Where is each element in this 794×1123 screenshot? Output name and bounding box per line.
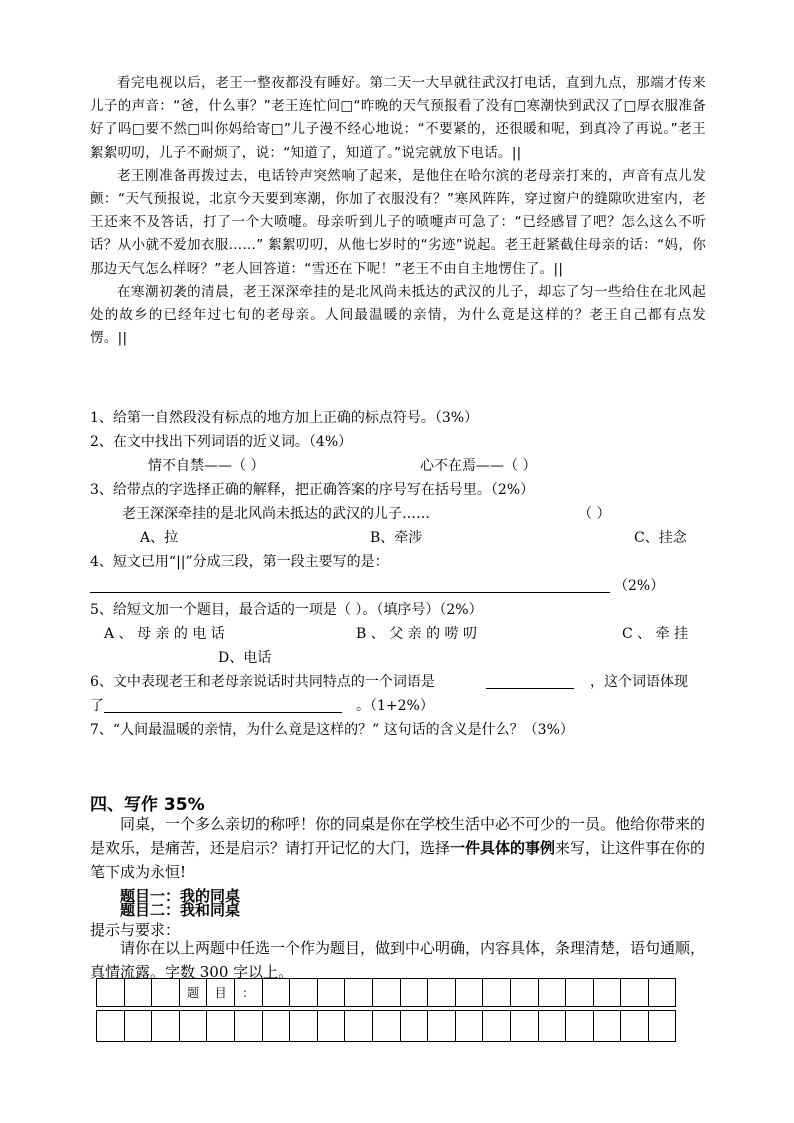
writing-intro-text-1: 同桌，一个多么亲切的称呼！你的同桌是你在学校生活中必不可少的一员。他给你带来的是欢乐，是痛苦，还是启示？请打开记忆的大门，选择 bbox=[90, 815, 706, 857]
grid-cell[interactable] bbox=[455, 1011, 483, 1042]
grid-cell[interactable] bbox=[152, 1011, 180, 1042]
passage-paragraph-1: 看完电视以后，老王一整夜都没有睡好。第二天一大早就往武汉打电话，直到九点，那端才传来儿子的声音：“爸，什么事？”老王连忙问□“昨晚的天气预报看了没有□寒潮快到武汉了□厚衣服准备好了吗□要不然□叫你妈给寄□”儿子漫不经心地说：“不要紧的，还很暖和呢，到真冷了再说。”老王絮絮叨叨，儿子不耐烦了，说：“知道了，知道了。”说完就放下电话。|| bbox=[90, 75, 706, 161]
question-6-blank-1 bbox=[486, 688, 574, 689]
grid-row-writing bbox=[97, 1011, 676, 1042]
grid-cell[interactable] bbox=[621, 1011, 649, 1042]
grid-cell[interactable] bbox=[97, 1011, 125, 1042]
question-3: 3、给带点的字选择正确的解释，把正确答案的序号写在括号里。（2%） bbox=[90, 482, 535, 498]
grid-cell[interactable] bbox=[234, 1011, 262, 1042]
grid-cell[interactable] bbox=[593, 979, 621, 1007]
grid-cell[interactable] bbox=[483, 979, 511, 1007]
writing-requirements-text: 请你在以上两题中任选一个作为题目，做到中心明确，内容具体，条理清楚，语句通顺，真情流露。字数 300 字以上。 bbox=[90, 939, 706, 981]
question-3-option-c: C、挂念 bbox=[634, 530, 687, 546]
grid-cell[interactable] bbox=[538, 979, 566, 1007]
writing-requirements bbox=[90, 936, 708, 984]
question-6-part-3: 了 bbox=[90, 698, 104, 714]
question-6-part-1: 6、文中表现老王和老母亲说话时共同特点的一个词语是 bbox=[90, 674, 435, 690]
grid-cell[interactable] bbox=[152, 979, 180, 1007]
writing-intro bbox=[90, 812, 708, 884]
reading-passage bbox=[90, 72, 706, 350]
passage-paragraph-3: 在寒潮初袭的清晨，老王深深牵挂的是北风尚未抵达的武汉的儿子，却忘了匀一些给住在北风起处的故乡的已经年过七旬的老母亲。人间最温暖的亲情，为什么竟是这样的？老王自己都有点发愣。|| bbox=[90, 283, 706, 347]
grid-cell[interactable] bbox=[317, 979, 345, 1007]
grid-cell[interactable] bbox=[648, 1011, 676, 1042]
question-2-item-b: 心不在焉——（ ） bbox=[420, 458, 537, 474]
grid-cell[interactable] bbox=[372, 1011, 400, 1042]
grid-cell[interactable] bbox=[400, 979, 428, 1007]
grid-cell[interactable] bbox=[345, 979, 373, 1007]
question-5-option-b: B 、 父 亲 的 唠 叨 bbox=[356, 626, 477, 642]
grid-cell[interactable] bbox=[262, 1011, 290, 1042]
question-3-answer-paren: （ ） bbox=[578, 506, 611, 522]
question-4: 4、短文已用“||”分成三段，第一段主要写的是： bbox=[90, 554, 389, 570]
question-1: 1、给第一自然段没有标点的地方加上正确的标点符号。（3%） bbox=[90, 410, 479, 426]
question-6-blank-2 bbox=[104, 712, 342, 713]
grid-cell[interactable] bbox=[97, 979, 125, 1007]
grid-cell[interactable] bbox=[207, 1011, 235, 1042]
grid-cell[interactable] bbox=[648, 979, 676, 1007]
grid-cell[interactable] bbox=[124, 1011, 152, 1042]
grid-cell[interactable] bbox=[290, 979, 318, 1007]
grid-cell[interactable] bbox=[317, 1011, 345, 1042]
grid-cell[interactable] bbox=[510, 979, 538, 1007]
grid-cell[interactable] bbox=[179, 1011, 207, 1042]
grid-cell-title-label-2: 目 bbox=[207, 979, 235, 1007]
grid-cell[interactable] bbox=[372, 979, 400, 1007]
grid-cell[interactable] bbox=[593, 1011, 621, 1042]
writing-intro-emphasis: 一件具体的事例 bbox=[450, 839, 556, 857]
writing-hint-label: 提示与要求： bbox=[90, 921, 181, 939]
grid-cell[interactable] bbox=[566, 979, 594, 1007]
grid-cell[interactable] bbox=[538, 1011, 566, 1042]
writing-topic-2: 题目二：我和同桌 bbox=[120, 901, 241, 919]
question-3-option-a: A、拉 bbox=[140, 530, 179, 546]
question-5: 5、给短文加一个题目，最合适的一项是（ ）。（填序号）（2%） bbox=[90, 602, 483, 618]
grid-row-title bbox=[97, 979, 676, 1007]
grid-cell[interactable] bbox=[400, 1011, 428, 1042]
writing-section-title: 四、写作 35% bbox=[90, 795, 205, 815]
question-5-option-d: D、电话 bbox=[218, 650, 272, 666]
question-6-part-2: ，这个词语体现 bbox=[590, 674, 688, 690]
question-5-option-a: A 、 母 亲 的 电 话 bbox=[104, 626, 225, 642]
question-4-answer-line bbox=[90, 592, 610, 593]
question-7: 7、“人间最温暖的亲情，为什么竟是这样的？” 这句话的含义是什么？（3%） bbox=[90, 722, 574, 738]
question-3-stem: 老王深深牵挂的是北风尚未抵达的武汉的儿子…… bbox=[122, 506, 430, 522]
grid-cell[interactable] bbox=[566, 1011, 594, 1042]
grid-cell[interactable] bbox=[621, 979, 649, 1007]
grid-cell[interactable] bbox=[455, 979, 483, 1007]
grid-cell[interactable] bbox=[124, 979, 152, 1007]
question-2-item-a: 情不自禁——（ ） bbox=[148, 458, 265, 474]
grid-cell[interactable] bbox=[428, 979, 456, 1007]
grid-cell[interactable] bbox=[483, 1011, 511, 1042]
question-2: 2、在文中找出下列词语的近义词。（4%） bbox=[90, 434, 353, 450]
question-3-option-b: B、牵涉 bbox=[370, 530, 423, 546]
grid-cell[interactable] bbox=[262, 979, 290, 1007]
grid-cell-title-label-3: ： bbox=[234, 979, 262, 1007]
writing-intro-text-2: 来写，让这件事在你的笔下成为永恒! bbox=[90, 839, 706, 881]
grid-cell[interactable] bbox=[290, 1011, 318, 1042]
writing-topic-1: 题目一：我的同桌 bbox=[120, 887, 241, 905]
grid-cell[interactable] bbox=[510, 1011, 538, 1042]
composition-grid bbox=[96, 978, 676, 1042]
grid-cell[interactable] bbox=[345, 1011, 373, 1042]
question-4-score: （2%） bbox=[614, 578, 665, 594]
grid-cell-title-label-1: 题 bbox=[179, 979, 207, 1007]
question-5-option-c: C 、 牵 挂 bbox=[622, 626, 689, 642]
grid-cell[interactable] bbox=[428, 1011, 456, 1042]
passage-paragraph-2: 老王刚准备再拨过去，电话铃声突然响了起来，是他住在哈尔滨的老母亲打来的，声音有点儿发颤：“天气预报说，北京今天要到寒潮，你加了衣服没有？”寒风阵阵，穿过窗户的缝隙吹进室内，老王还来不及答话，打了一个大喷嚏。母亲听到儿子的喷嚏声可急了：“已经感冒了吧？怎么这么不听话？从小就不爱加衣服……” 絮絮叨叨，从他七岁时的“劣迹”说起。老王赶紧截住母亲的话：“妈，你那边天气怎么样呀？”老人回答道：“雪还在下呢！”老王不由自主地愣住了。|| bbox=[90, 167, 706, 277]
question-6-part-4: 。（1+2%） bbox=[356, 698, 434, 714]
